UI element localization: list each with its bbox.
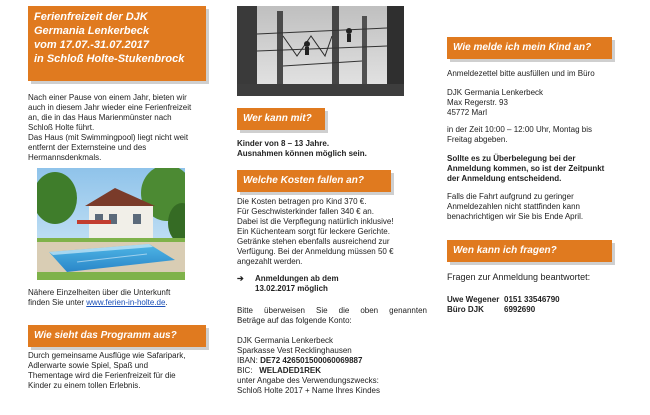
- title-box: [28, 6, 206, 81]
- registration-date: ➔ Anmeldungen ab dem 13.02.2017 möglich: [237, 274, 339, 293]
- account-details: DJK Germania Lenkerbeck Sparkasse Vest Recklinghausen IBAN: DE72 426501500060069887 BIC: WELADED1REK unter Angabe des Verwendungszwecks: Schloß Holte 2017 + Name Ihres Kindes: [237, 336, 380, 395]
- contacts-list: [447, 295, 637, 315]
- arrow-icon: ➔: [237, 274, 244, 283]
- title-line: vom 17.07.-31.07.2017: [34, 39, 149, 51]
- title-line: in Schloß Holte-Stukenbrock: [34, 53, 185, 65]
- register-intro: Anmeldezettel bitte ausfüllen und im Büro: [447, 69, 595, 78]
- title-line: Germania Lenkerbeck: [34, 25, 149, 37]
- more-info-text: Nähere Einzelheiten über die Unterkunft finden Sie unter www.ferien-in-holte.de.: [28, 288, 171, 307]
- pool-house-photo: [37, 168, 185, 280]
- ropes-course-photo: [237, 6, 404, 96]
- contact-row: Uwe Wegener 0151 33546790: [447, 295, 560, 304]
- cost-text: Die Kosten betragen pro Kind 370 €. Für Geschwisterkinder fallen 340 € an. Dabei ist die Verpflegung natürlich inklusive! Ein Küchenteam sorgt für leckere Gerichte. Getränke stehen ebenfalls ausreichend zur Verfügung. Bei der Anmeldung müssen 50 € angezahlt werden.: [237, 197, 394, 266]
- cost-heading: Welche Kosten fallen an?: [237, 170, 391, 192]
- questions-intro: Fragen zur Anmeldung beantwortet:: [447, 272, 591, 282]
- contact-row: Büro DJK 6992690: [447, 305, 536, 314]
- cancellation-note: Falls die Fahrt aufgrund zu geringer Anmeldezahlen nicht stattfinden kann benachrichtigen wir Sie bis Ende April.: [447, 192, 584, 221]
- office-hours: in der Zeit 10:00 – 12:00 Uhr, Montag bis Freitag abgeben.: [447, 125, 592, 144]
- overbooking-note: Sollte es zu Überbelegung bei der Anmeldung kommen, so ist der Zeitpunkt der Anmeldung entscheidend.: [447, 154, 605, 183]
- bic-value: WELADED1REK: [259, 366, 322, 375]
- program-heading: Wie sieht das Programm aus?: [28, 325, 206, 347]
- who-heading: Wer kann mit?: [237, 108, 325, 130]
- office-address: DJK Germania Lenkerbeck Max Regerstr. 93 45772 Marl: [447, 88, 544, 117]
- iban-value: DE72 426501500060069887: [260, 356, 363, 365]
- program-text: Durch gemeinsame Ausflüge wie Safaripark, Adlerwarte sowie Spiel, Spaß und Thementage wird die Ferienfreizeit für die Kinder zu einem tollen Erlebnis.: [28, 351, 186, 390]
- ferien-link[interactable]: www.ferien-in-holte.de: [86, 298, 166, 307]
- questions-heading: Wen kann ich fragen?: [447, 240, 612, 262]
- register-heading: Wie melde ich mein Kind an?: [447, 37, 612, 59]
- who-text: Kinder von 8 – 13 Jahre. Ausnahmen können möglich sein.: [237, 139, 367, 158]
- title-line: Ferienfreizeit der DJK: [34, 11, 148, 23]
- transfer-text: Bitte überweisen Sie die oben genannten Beträge auf das folgende Konto:: [237, 306, 427, 325]
- intro-text: Nach einer Pause von einem Jahr, bieten wir auch in diesem Jahr wieder eine Ferienfreizeit an, die in das Haus Marienmünster nach Schloß Holte führt. Das Haus (mit Swimmingpool) liegt nicht weit entfernt der Externsteine und des Hermannsdenkmals.: [28, 93, 192, 162]
